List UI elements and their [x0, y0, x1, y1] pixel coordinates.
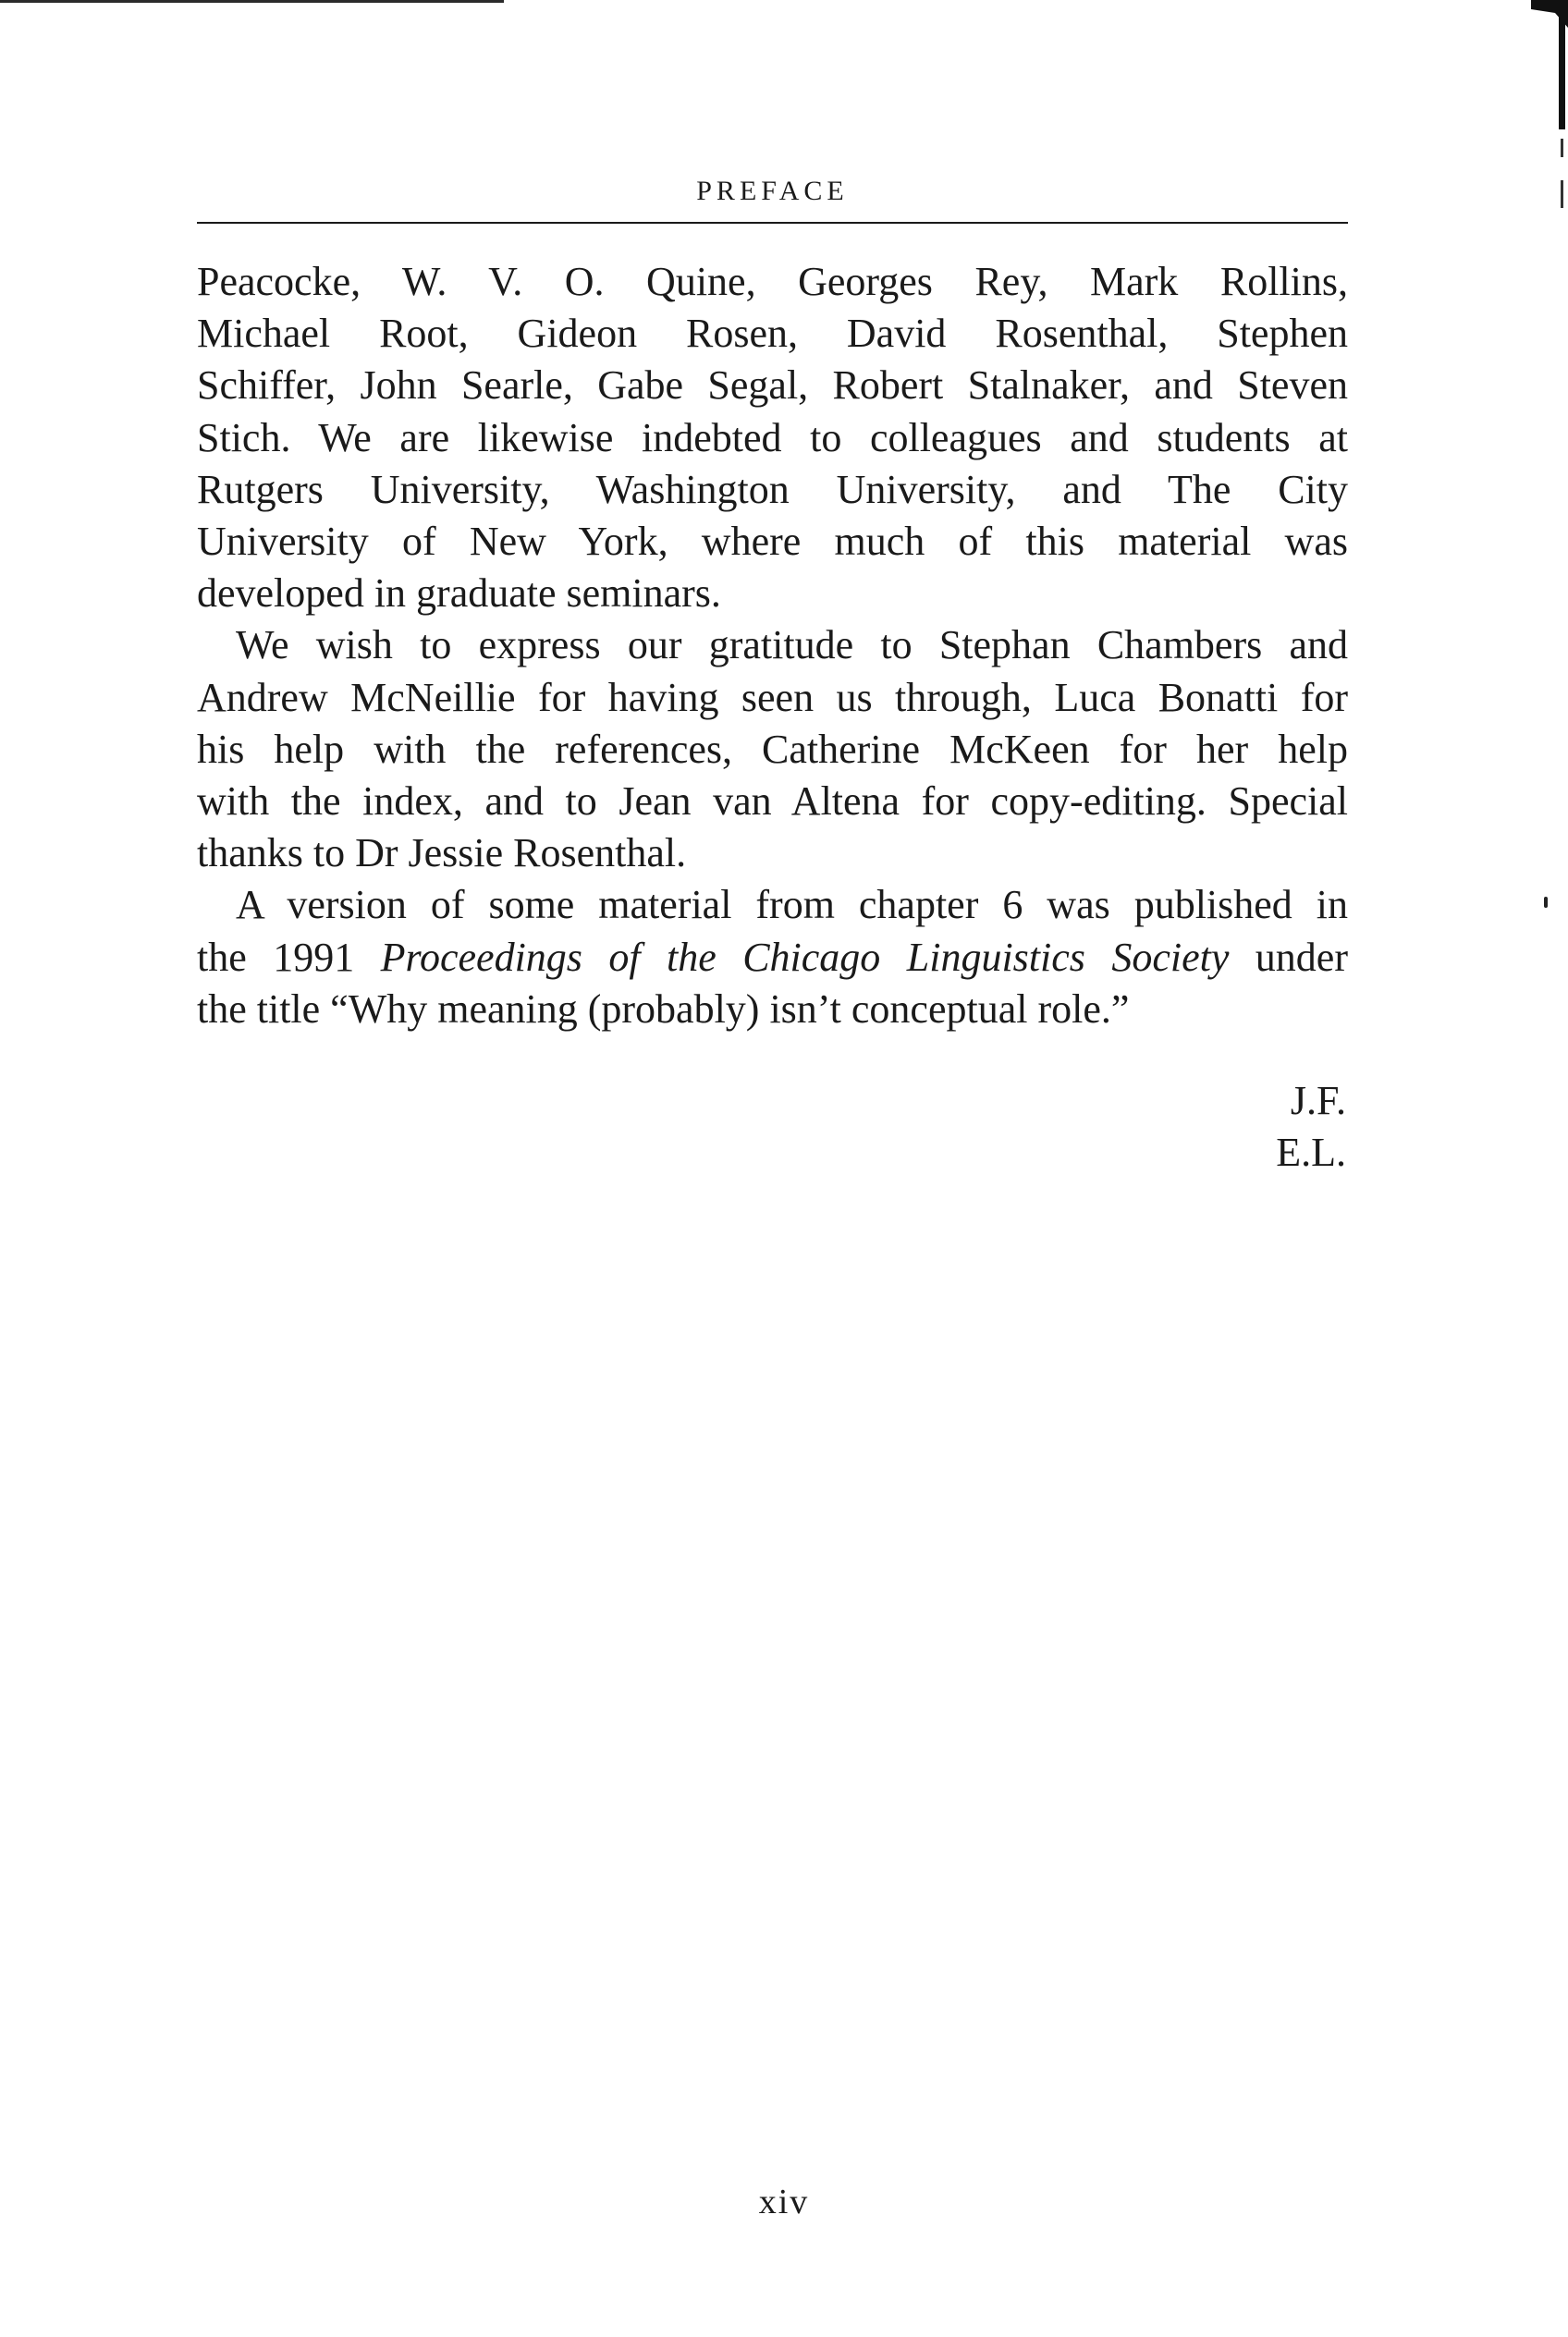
- text-line: with the index, and to Jean van Altena for copy-editing. Special: [197, 778, 1348, 825]
- text-line: Schiffer, John Searle, Gabe Segal, Robert Stalnaker, and Steven: [197, 362, 1348, 409]
- body-text: [197, 256, 1348, 1035]
- author-initials: J.F.: [1290, 1078, 1346, 1123]
- text-line: University of New York, where much of this material was: [197, 519, 1348, 565]
- text-line: developed in graduate seminars.: [197, 570, 721, 617]
- text-line: Michael Root, Gideon Rosen, David Rosenthal, Stephen: [197, 311, 1348, 357]
- text-line: his help with the references, Catherine McKeen for her help: [197, 726, 1348, 772]
- page-number: xiv: [758, 2183, 810, 2221]
- text-line: Andrew McNeillie for having seen us through, Luca Bonatti for: [197, 674, 1348, 720]
- text-line: [197, 932, 1348, 984]
- scan-corner-mark: [1531, 0, 1568, 222]
- text-run: under: [1229, 934, 1348, 980]
- scan-margin-tick: [1544, 897, 1548, 908]
- signature-block: [1276, 1075, 1346, 1179]
- paragraph-gratitude: [197, 619, 1348, 879]
- journal-title: Proceedings of the Chicago Linguistics Society: [380, 934, 1230, 980]
- text-line: Rutgers University, Washington University, and The City: [197, 466, 1348, 512]
- text-run: the 1991: [197, 934, 381, 980]
- author-initials: E.L.: [1276, 1130, 1346, 1175]
- header-rule: [197, 222, 1348, 224]
- running-head: PREFACE: [696, 176, 849, 206]
- text-line: We wish to express our gratitude to Stephan Chambers and: [236, 622, 1348, 668]
- text-line: the title “Why meaning (probably) isn’t conceptual role.”: [197, 985, 1130, 1032]
- paragraph-acknowledgements-continued: [197, 256, 1348, 619]
- text-line: A version of some material from chapter 6 was published in: [236, 882, 1348, 928]
- text-line: Stich. We are likewise indebted to colleagues and students at: [197, 414, 1348, 460]
- paragraph-publication-note: [197, 879, 1348, 1035]
- text-line: Peacocke, W. V. O. Quine, Georges Rey, Mark Rollins,: [197, 259, 1348, 304]
- text-line: thanks to Dr Jessie Rosenthal.: [197, 830, 687, 876]
- scan-edge-line: [0, 0, 504, 3]
